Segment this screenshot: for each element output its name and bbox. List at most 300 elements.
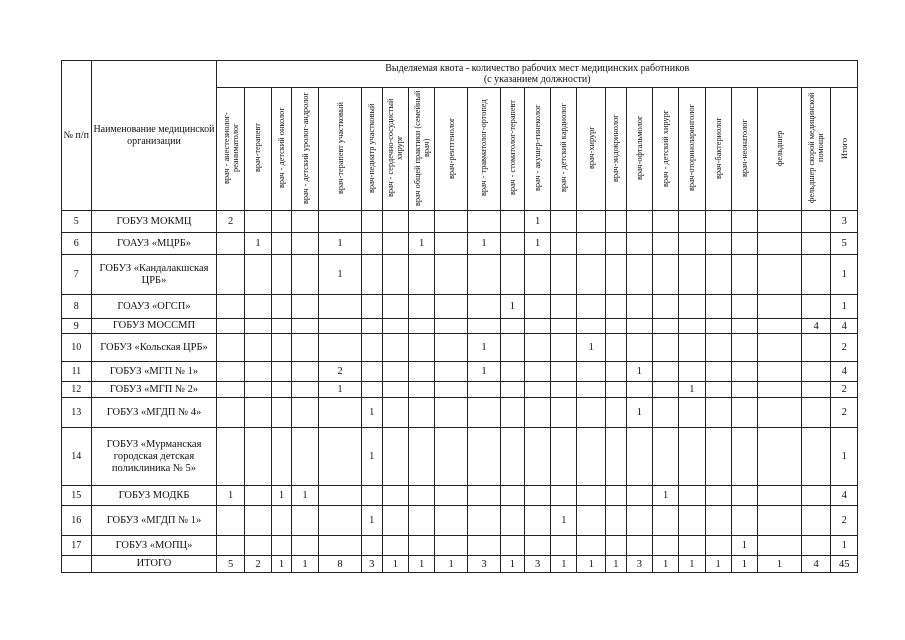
quota-cell	[319, 506, 362, 536]
quota-cell	[217, 255, 244, 295]
specialty-label: врач-эндокринолог	[611, 113, 621, 182]
quota-cell	[551, 255, 577, 295]
table-row	[62, 362, 858, 382]
quota-cell	[653, 398, 679, 428]
total-row-empty-cell	[62, 556, 92, 573]
quota-cell	[244, 334, 271, 362]
quota-cell	[653, 295, 679, 319]
row-number: 13	[62, 398, 92, 428]
quota-cell	[679, 334, 705, 362]
quota-cell	[244, 536, 271, 556]
quota-cell	[272, 382, 292, 398]
quota-cell	[217, 536, 244, 556]
total-cell: 1	[272, 556, 292, 573]
quota-cell	[679, 211, 705, 233]
quota-cell	[272, 255, 292, 295]
quota-cell	[653, 382, 679, 398]
specialty-label: врач - детский кардиолог	[559, 103, 569, 192]
specialty-header	[626, 88, 652, 211]
quota-cell	[758, 486, 802, 506]
quota-cell	[731, 506, 757, 536]
total-cell: 5	[217, 556, 244, 573]
quota-cell	[731, 398, 757, 428]
quota-cell	[679, 255, 705, 295]
specialty-header	[758, 88, 802, 211]
quota-cell	[801, 382, 831, 398]
quota-cell	[272, 211, 292, 233]
quota-cell	[705, 255, 731, 295]
quota-cell	[605, 428, 626, 486]
quota-cell	[758, 428, 802, 486]
quota-cell	[500, 362, 524, 382]
quota-cell	[272, 295, 292, 319]
total-cell: 1	[758, 556, 802, 573]
quota-cell	[679, 319, 705, 334]
quota-cell	[217, 233, 244, 255]
quota-cell	[605, 233, 626, 255]
organization-name: ГОБУЗ «МГДП № 1»	[91, 506, 217, 536]
quota-cell	[435, 295, 468, 319]
quota-cell	[468, 255, 501, 295]
quota-cell	[577, 506, 605, 536]
quota-cell	[435, 486, 468, 506]
quota-cell	[272, 506, 292, 536]
quota-cell	[217, 362, 244, 382]
specialty-label: врач - анестезиолог-реаниматолог	[221, 111, 240, 184]
specialty-label: врач - детский уролог-андролог	[300, 91, 310, 204]
total-cell: 1	[408, 556, 434, 573]
row-number: 11	[62, 362, 92, 382]
quota-cell	[435, 382, 468, 398]
quota-cell	[626, 319, 652, 334]
table-row	[62, 536, 858, 556]
quota-cell	[605, 211, 626, 233]
organization-name: ГОБУЗ МОДКБ	[91, 486, 217, 506]
quota-cell	[217, 319, 244, 334]
total-cell: 1	[500, 556, 524, 573]
quota-cell	[626, 295, 652, 319]
quota-cell	[435, 255, 468, 295]
quota-cell	[551, 362, 577, 382]
quota-cell	[577, 233, 605, 255]
organization-name: ГОБУЗ «Мурманская городская детская поликлиника № 5»	[91, 428, 217, 486]
table-row	[62, 319, 858, 334]
quota-cell	[435, 211, 468, 233]
quota-cell	[731, 319, 757, 334]
quota-cell	[605, 255, 626, 295]
quota-cell	[758, 362, 802, 382]
specialty-label: врач-терапевт участковый	[335, 101, 345, 194]
specialty-label: врач-хирург	[586, 126, 596, 169]
quota-cell	[244, 398, 271, 428]
quota-cell	[382, 255, 408, 295]
quota-cell	[435, 334, 468, 362]
quota-cell	[626, 334, 652, 362]
quota-cell	[408, 319, 434, 334]
quota-cell	[319, 319, 362, 334]
specialty-header	[408, 88, 434, 211]
quota-cell	[408, 295, 434, 319]
quota-cell	[705, 233, 731, 255]
specialty-header	[244, 88, 271, 211]
row-number: 14	[62, 428, 92, 486]
specialty-label: Итого	[839, 137, 849, 159]
quota-cell: 1	[679, 382, 705, 398]
row-number: 15	[62, 486, 92, 506]
quota-cell	[291, 536, 318, 556]
quota-cell	[626, 382, 652, 398]
quota-cell	[244, 382, 271, 398]
quota-cell	[758, 536, 802, 556]
quota-cell	[705, 211, 731, 233]
quota-cell	[731, 428, 757, 486]
quota-cell	[408, 506, 434, 536]
total-cell: 1	[577, 556, 605, 573]
total-cell: 1	[731, 556, 757, 573]
quota-cell	[705, 295, 731, 319]
quota-cell: 1	[626, 398, 652, 428]
quota-cell	[500, 536, 524, 556]
quota-cell	[679, 506, 705, 536]
quota-cell	[801, 334, 831, 362]
total-cell: 1	[551, 556, 577, 573]
specialty-label: врач-оториноларинголог	[687, 104, 697, 191]
row-total-cell: 5	[831, 233, 858, 255]
organization-name: ГОБУЗ «МОПЦ»	[91, 536, 217, 556]
quota-cell	[468, 211, 501, 233]
specialty-label: врач общей практики (семейный врач)	[412, 89, 431, 206]
table-row	[62, 255, 858, 295]
total-cell: 3	[626, 556, 652, 573]
quota-cell	[524, 319, 550, 334]
quota-cell	[577, 362, 605, 382]
quota-cell	[551, 536, 577, 556]
quota-cell	[468, 319, 501, 334]
quota-cell	[758, 382, 802, 398]
quota-cell	[577, 295, 605, 319]
row-total-cell: 1	[831, 428, 858, 486]
quota-cell	[244, 255, 271, 295]
specialty-label: врач-офтальмолог	[634, 115, 644, 180]
quota-cell	[361, 211, 382, 233]
quota-cell	[758, 319, 802, 334]
quota-cell	[244, 506, 271, 536]
quota-cell	[382, 398, 408, 428]
quota-cell: 2	[319, 362, 362, 382]
specialty-header	[731, 88, 757, 211]
quota-cell	[361, 233, 382, 255]
quota-cell: 4	[801, 319, 831, 334]
total-cell: 3	[361, 556, 382, 573]
quota-cell	[500, 428, 524, 486]
quota-cell	[468, 382, 501, 398]
quota-cell	[217, 295, 244, 319]
quota-table	[61, 60, 858, 573]
specialty-label: фельдшер скорой медицинской помощи	[807, 92, 826, 203]
quota-cell: 1	[500, 295, 524, 319]
row-number: 5	[62, 211, 92, 233]
quota-cell	[758, 233, 802, 255]
total-cell: 1	[605, 556, 626, 573]
quota-cell	[382, 536, 408, 556]
specialty-header	[382, 88, 408, 211]
row-total-cell: 4	[831, 486, 858, 506]
quota-cell	[361, 486, 382, 506]
specialty-header	[291, 88, 318, 211]
quota-cell	[408, 334, 434, 362]
quota-cell	[524, 362, 550, 382]
quota-cell	[382, 362, 408, 382]
table-row	[62, 382, 858, 398]
quota-cell	[653, 255, 679, 295]
quota-cell	[679, 398, 705, 428]
total-cell: 1	[382, 556, 408, 573]
specialty-header	[605, 88, 626, 211]
quota-cell	[524, 382, 550, 398]
row-number: 8	[62, 295, 92, 319]
specialty-label: врач - сердечно-сосудистый хирург	[386, 98, 405, 197]
quota-cell	[626, 536, 652, 556]
specialty-header	[551, 88, 577, 211]
quota-cell: 1	[272, 486, 292, 506]
quota-cell	[801, 486, 831, 506]
quota-cell	[361, 319, 382, 334]
quota-cell	[435, 428, 468, 486]
quota-cell	[577, 211, 605, 233]
quota-cell	[361, 382, 382, 398]
specialty-header	[705, 88, 731, 211]
grand-total-cell: 45	[831, 556, 858, 573]
quota-cell	[468, 506, 501, 536]
quota-cell	[653, 362, 679, 382]
quota-cell	[653, 334, 679, 362]
specialty-label: врач - акушер-гинеколог	[533, 104, 543, 191]
quota-cell	[500, 398, 524, 428]
total-cell: 2	[244, 556, 271, 573]
quota-cell	[705, 319, 731, 334]
quota-cell	[679, 428, 705, 486]
quota-cell	[500, 506, 524, 536]
quota-cell	[244, 486, 271, 506]
quota-cell	[577, 319, 605, 334]
quota-cell	[705, 486, 731, 506]
quota-cell: 1	[468, 362, 501, 382]
row-total-cell: 4	[831, 319, 858, 334]
quota-cell	[551, 334, 577, 362]
specialty-header	[272, 88, 292, 211]
table-row	[62, 398, 858, 428]
row-total-cell: 2	[831, 398, 858, 428]
row-total-cell: 3	[831, 211, 858, 233]
quota-cell	[551, 233, 577, 255]
quota-cell	[626, 428, 652, 486]
specialty-label: врач - детский хирург	[661, 108, 671, 187]
quota-cell	[605, 382, 626, 398]
quota-cell	[679, 486, 705, 506]
quota-cell	[468, 486, 501, 506]
header-num-text: № п/п	[63, 129, 90, 141]
quota-cell	[435, 319, 468, 334]
table-row	[62, 295, 858, 319]
specialty-header	[831, 88, 858, 211]
organization-name: ГОБУЗ МОССМП	[91, 319, 217, 334]
organization-name: ГОБУЗ «Кольская ЦРБ»	[91, 334, 217, 362]
quota-cell	[272, 362, 292, 382]
header-title-line2: (с указанием должности)	[483, 74, 591, 85]
quota-cell: 1	[217, 486, 244, 506]
total-cell: 3	[468, 556, 501, 573]
quota-cell	[524, 255, 550, 295]
quota-cell	[500, 211, 524, 233]
quota-cell	[731, 334, 757, 362]
quota-cell	[408, 428, 434, 486]
quota-cell	[653, 506, 679, 536]
quota-cell	[272, 334, 292, 362]
organization-name: ГОБУЗ МОКМЦ	[91, 211, 217, 233]
quota-cell: 1	[653, 486, 679, 506]
quota-cell	[361, 536, 382, 556]
quota-cell	[679, 362, 705, 382]
specialty-header	[468, 88, 501, 211]
quota-cell: 1	[361, 398, 382, 428]
quota-cell	[605, 536, 626, 556]
specialty-label: врач - детский онколог	[276, 107, 286, 188]
table-row	[62, 428, 858, 486]
quota-cell	[500, 334, 524, 362]
quota-cell: 1	[626, 362, 652, 382]
quota-cell	[319, 295, 362, 319]
row-number: 9	[62, 319, 92, 334]
quota-cell	[408, 486, 434, 506]
row-total-cell: 1	[831, 536, 858, 556]
quota-cell	[653, 319, 679, 334]
quota-cell	[272, 319, 292, 334]
quota-cell	[244, 319, 271, 334]
quota-cell	[524, 536, 550, 556]
quota-cell	[500, 382, 524, 398]
quota-cell	[319, 536, 362, 556]
row-total-cell: 4	[831, 362, 858, 382]
row-number: 7	[62, 255, 92, 295]
total-cell: 1	[679, 556, 705, 573]
quota-cell: 1	[244, 233, 271, 255]
total-row	[62, 556, 858, 573]
quota-cell	[731, 295, 757, 319]
specialty-header	[361, 88, 382, 211]
organization-name: ГОБУЗ «Кандалакшская ЦРБ»	[91, 255, 217, 295]
quota-cell: 1	[468, 233, 501, 255]
row-total-cell: 2	[831, 382, 858, 398]
quota-cell	[801, 211, 831, 233]
quota-cell	[731, 233, 757, 255]
quota-cell	[626, 233, 652, 255]
quota-cell	[468, 398, 501, 428]
quota-cell	[731, 382, 757, 398]
quota-cell: 1	[551, 506, 577, 536]
header-org-text: Наименование медицинской организации	[93, 123, 215, 147]
quota-cell	[705, 382, 731, 398]
quota-cell: 1	[468, 334, 501, 362]
quota-cell: 1	[524, 233, 550, 255]
quota-cell	[731, 255, 757, 295]
row-number: 6	[62, 233, 92, 255]
quota-cell	[605, 295, 626, 319]
specialty-label: врач - травматолог-ортопед	[479, 99, 489, 196]
organization-name: ГОАУЗ «ОГСП»	[91, 295, 217, 319]
quota-cell	[679, 233, 705, 255]
quota-cell	[801, 255, 831, 295]
quota-cell	[319, 428, 362, 486]
quota-cell	[217, 398, 244, 428]
quota-cell	[605, 398, 626, 428]
quota-cell	[705, 334, 731, 362]
quota-cell	[382, 486, 408, 506]
header-title-line1: Выделяемая квота - количество рабочих мест медицинских работников	[385, 63, 690, 74]
quota-cell	[801, 536, 831, 556]
table-row	[62, 211, 858, 233]
quota-cell	[361, 362, 382, 382]
quota-cell	[382, 211, 408, 233]
table-row	[62, 486, 858, 506]
quota-cell: 1	[319, 382, 362, 398]
quota-cell	[731, 362, 757, 382]
quota-cell	[291, 295, 318, 319]
quota-cell: 1	[361, 428, 382, 486]
quota-cell	[408, 255, 434, 295]
quota-cell	[731, 486, 757, 506]
quota-cell	[679, 295, 705, 319]
quota-cell	[551, 382, 577, 398]
quota-cell	[758, 334, 802, 362]
row-total-cell: 2	[831, 506, 858, 536]
table-row	[62, 506, 858, 536]
quota-cell	[435, 536, 468, 556]
quota-cell	[408, 362, 434, 382]
quota-cell	[272, 398, 292, 428]
quota-cell	[605, 362, 626, 382]
quota-cell	[500, 233, 524, 255]
header-title	[217, 61, 858, 88]
row-number: 17	[62, 536, 92, 556]
organization-name: ГОАУЗ «МЦРБ»	[91, 233, 217, 255]
quota-cell	[705, 428, 731, 486]
quota-cell	[626, 486, 652, 506]
table-body	[62, 211, 858, 573]
quota-cell	[801, 506, 831, 536]
quota-cell	[705, 398, 731, 428]
quota-cell	[291, 362, 318, 382]
quota-cell	[319, 211, 362, 233]
quota-cell	[653, 536, 679, 556]
quota-cell	[605, 486, 626, 506]
quota-cell	[272, 233, 292, 255]
total-cell: 8	[319, 556, 362, 573]
quota-cell	[551, 319, 577, 334]
quota-cell	[408, 211, 434, 233]
quota-cell	[244, 211, 271, 233]
quota-cell: 1	[408, 233, 434, 255]
specialty-label: врач-неонатолог	[739, 118, 749, 177]
quota-cell	[217, 428, 244, 486]
specialty-label: врач-бактериолог	[713, 116, 723, 179]
quota-cell	[758, 211, 802, 233]
quota-cell	[382, 334, 408, 362]
quota-cell	[500, 319, 524, 334]
specialty-label: врач-педиатр участковый	[367, 102, 377, 193]
quota-cell	[435, 233, 468, 255]
quota-cell: 1	[731, 536, 757, 556]
quota-cell: 1	[319, 233, 362, 255]
